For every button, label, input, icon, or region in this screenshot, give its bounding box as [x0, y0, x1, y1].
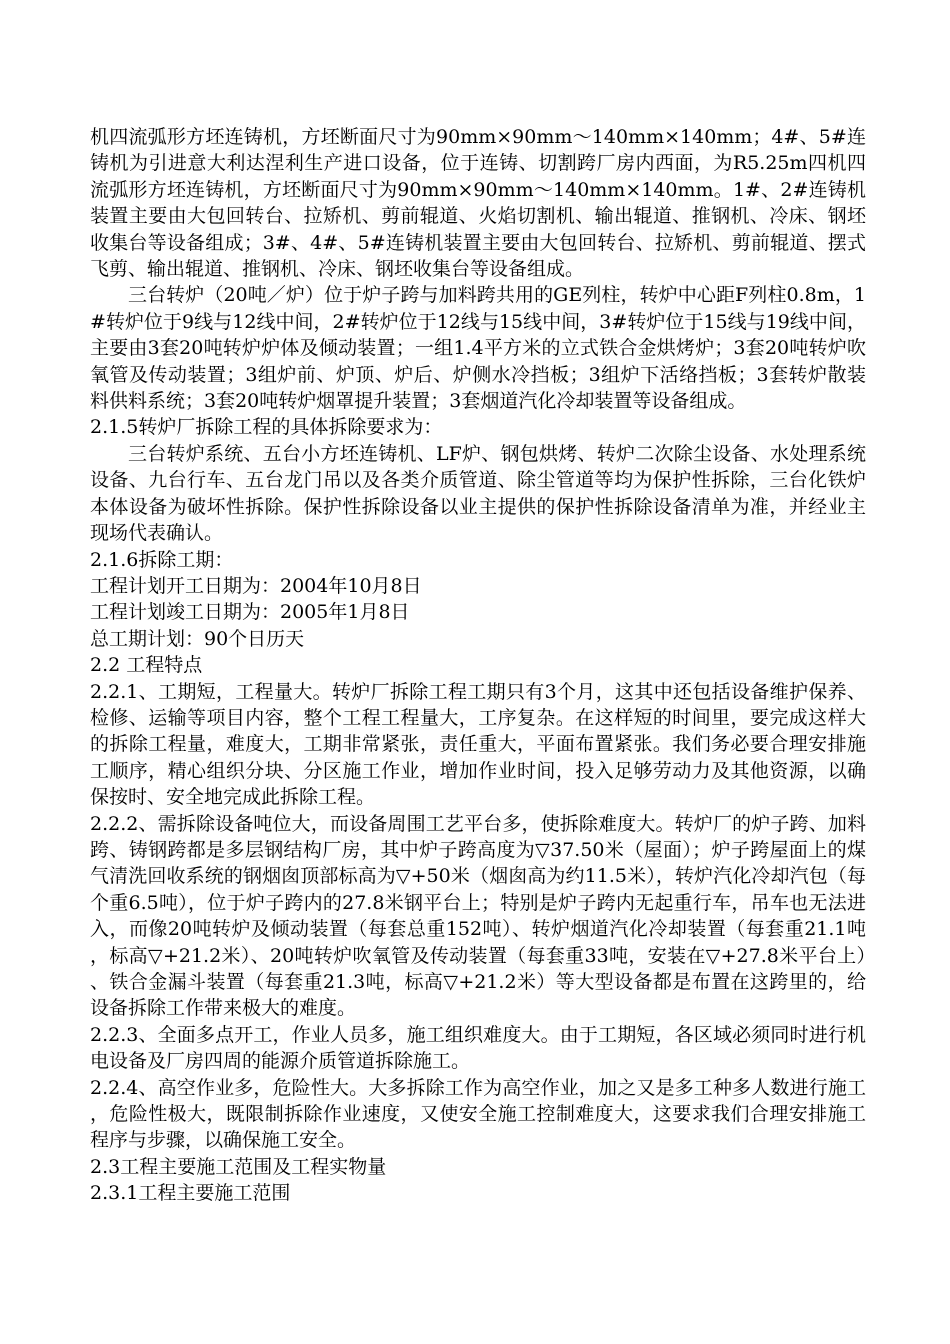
paragraph-2-2-4: 2.2.4、高空作业多，危险性大。大多拆除工作为高空作业，加之又是多工种多人数进行施工，危险性极大，既限制拆除作业速度，又使安全施工控制难度大，这要求我们合理安排施工程序与步骤，以确保施工安全。 [90, 1076, 866, 1152]
paragraph-demolition-requirements: 三台转炉系统、五台小方坯连铸机、LF炉、钢包烘烤、转炉二次除尘设备、水处理系统设备、九台行车、五台龙门吊以及各类介质管道、除尘管道等均为保护性拆除，三台化铁炉本体设备为破坏性拆除。保护性拆除设备以业主提供的保护性拆除设备清单为准，并经业主现场代表确认。 [90, 442, 866, 545]
section-heading-2-1-6: 2.1.6拆除工期： [90, 548, 234, 571]
paragraph-converter-description: 三台转炉（20吨／炉）位于炉子跨与加料跨共用的GE列柱，转炉中心距F列柱0.8m，1#转炉位于9线与12线中间，2#转炉位于12线与15线中间，3#转炉位于15线与19线中间，主要由3套20吨转炉炉体及倾动装置；一组1.4平方米的立式铁合金烘烤炉；3套20吨转炉吹氧管及传动装置；3组炉前、炉顶、炉后、炉侧水冷挡板；3组炉下活络挡板；3套转炉散装料供料系统；3套20吨转炉烟罩提升装置；3套烟道汽化冷却装置等设备组成。 [90, 284, 866, 413]
section-heading-2-3-1: 2.3.1工程主要施工范围 [90, 1182, 291, 1205]
section-heading-2-2: 2.2 工程特点 [90, 654, 203, 677]
paragraph-2-2-3: 2.2.3、全面多点开工，作业人员多，施工组织难度大。由于工期短，各区域必须同时进行机电设备及厂房四周的能源介质管道拆除施工。 [90, 1023, 866, 1073]
paragraph-caster-description: 机四流弧形方坯连铸机，方坯断面尺寸为90mm×90mm～140mm×140mm；4#、5#连铸机为引进意大利达涅利生产进口设备，位于连铸、切割跨厂房内西面，为R5.25m四机四流弧形方坯连铸机，方坯断面尺寸为90mm×90mm～140mm×140mm。1#、2#连铸机装置主要由大包回转台、拉矫机、剪前辊道、火焰切割机、输出辊道、推钢机、冷床、钢坯收集台等设备组成；3#、4#、5#连铸机装置主要由大包回转台、拉矫机、剪前辊道、摆式飞剪、输出辊道、推钢机、冷床、钢坯收集台等设备组成。 [90, 126, 866, 281]
section-heading-2-1-5: 2.1.5转炉厂拆除工程的具体拆除要求为： [90, 416, 443, 439]
schedule-total-duration: 总工期计划：90个日历天 [90, 627, 305, 650]
document-page [90, 124, 866, 1207]
section-heading-2-3: 2.3工程主要施工范围及工程实物量 [90, 1155, 387, 1178]
schedule-start-date: 工程计划开工日期为：2004年10月8日 [90, 574, 422, 597]
schedule-end-date: 工程计划竣工日期为：2005年1月8日 [90, 601, 410, 624]
paragraph-2-2-1: 2.2.1、工期短，工程量大。转炉厂拆除工程工期只有3个月，这其中还包括设备维护保养、检修、运输等项目内容，整个工程工程量大，工序复杂。在这样短的时间里，要完成这样大的拆除工程量，难度大，工期非常紧张，责任重大，平面布置紧张。我们务必要合理安排施工顺序，精心组织分块、分区施工作业，增加作业时间，投入足够劳动力及其他资源，以确保按时、安全地完成此拆除工程。 [90, 680, 866, 809]
paragraph-2-2-2: 2.2.2、需拆除设备吨位大，而设备周围工艺平台多，使拆除难度大。转炉厂的炉子跨、加料跨、铸钢跨都是多层钢结构厂房，其中炉子跨高度为▽37.50米（屋面）；炉子跨屋面上的煤气清洗回收系统的钢烟囱顶部标高为▽+50米（烟囱高为约11.5米），转炉汽化冷却汽包（每个重6.5吨），位于炉子跨内的27.8米钢平台上；特别是炉子跨内无起重行车，吊车也无法进入，而像20吨转炉及倾动装置（每套总重152吨）、转炉烟道汽化冷却装置（每套重21.1吨，标高▽+21.2米）、20吨转炉吹氧管及传动装置（每套重33吨，安装在▽+27.8米平台上）、铁合金漏斗装置（每套重21.3吨，标高▽+21.2米）等大型设备都是布置在这跨里的，给设备拆除工作带来极大的难度。 [90, 812, 866, 1020]
